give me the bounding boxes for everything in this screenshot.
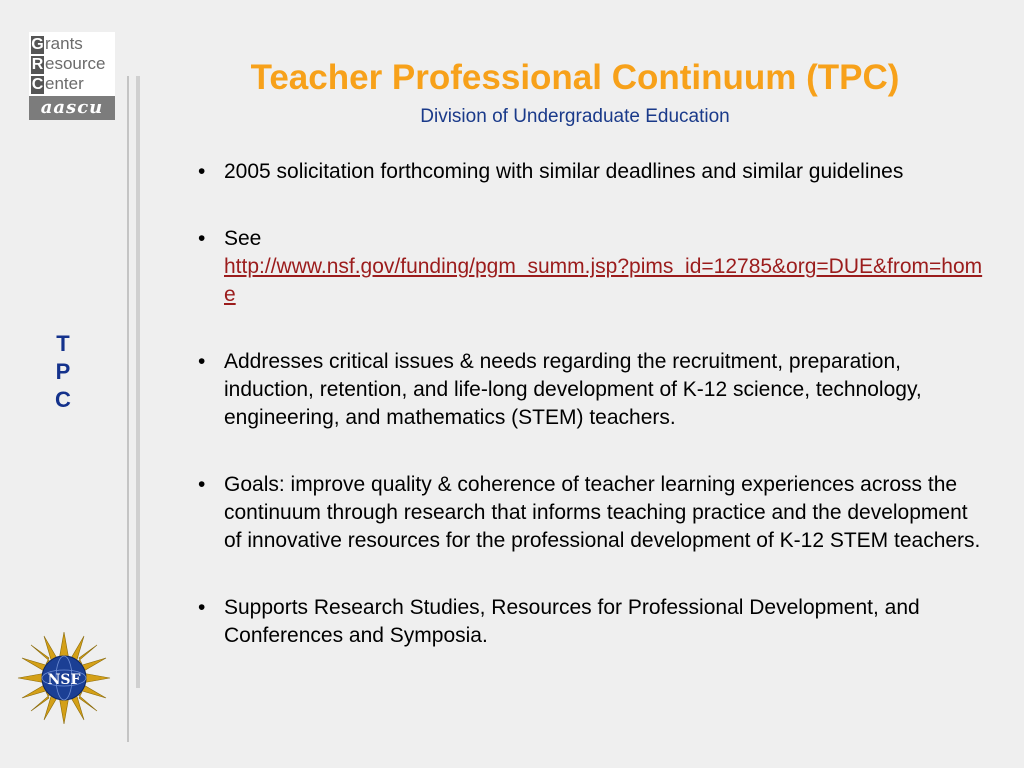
bullet-text: Addresses critical issues & needs regarding the recruitment, preparation, induction, retention, and life-long development of K-12 science, technology, engineering, and mathematics (STEM) teachers. [224, 350, 922, 429]
slide-subtitle: Division of Undergraduate Education [420, 106, 730, 127]
bullet-text: 2005 solicitation forthcoming with similar deadlines and similar guidelines [224, 160, 904, 183]
bullet-marker: • [198, 473, 206, 496]
bullet-marker: • [198, 227, 206, 250]
logo-line-grants: Grants [31, 34, 83, 53]
logo-line-center: C enter [31, 74, 84, 93]
bullet-marker: • [198, 350, 206, 373]
grants-resource-center-logo [29, 32, 115, 120]
nsf-program-link[interactable]: http://www.nsf.gov/funding/pgm_summ.jsp?pims_id=12785&org=DUE&from=home [224, 255, 983, 306]
sidebar-letter-t: T [56, 331, 70, 356]
bullet-list [196, 158, 986, 689]
bullet-item [196, 348, 986, 432]
nsf-logo-icon [16, 630, 112, 726]
bullet-marker: • [198, 160, 206, 183]
bullet-item [196, 471, 986, 555]
vertical-divider-thick [136, 76, 140, 688]
aascu-label: aascu [29, 96, 115, 120]
bullet-text: Goals: improve quality & coherence of teacher learning experiences across the continuum through research that informs teaching practice and the development of innovative resources for the professional development of K-12 STEM teachers. [224, 473, 981, 552]
bullet-item [196, 158, 986, 186]
sidebar-letter-p: P [55, 359, 71, 384]
nsf-logo-text: NSF [47, 672, 81, 688]
bullet-item [196, 225, 986, 309]
vertical-divider-thin [127, 76, 129, 742]
bullet-marker: • [198, 596, 206, 619]
sidebar-tpc-letters [48, 330, 78, 414]
bullet-text: See [224, 227, 262, 250]
bullet-text: Supports Research Studies, Resources for Professional Development, and Conferences and Symposia. [224, 596, 920, 647]
slide-title: Teacher Professional Continuum (TPC) [250, 58, 900, 97]
logo-line-resource: R esource [31, 54, 106, 73]
sidebar-letter-c: C [55, 387, 71, 412]
bullet-item [196, 594, 986, 650]
